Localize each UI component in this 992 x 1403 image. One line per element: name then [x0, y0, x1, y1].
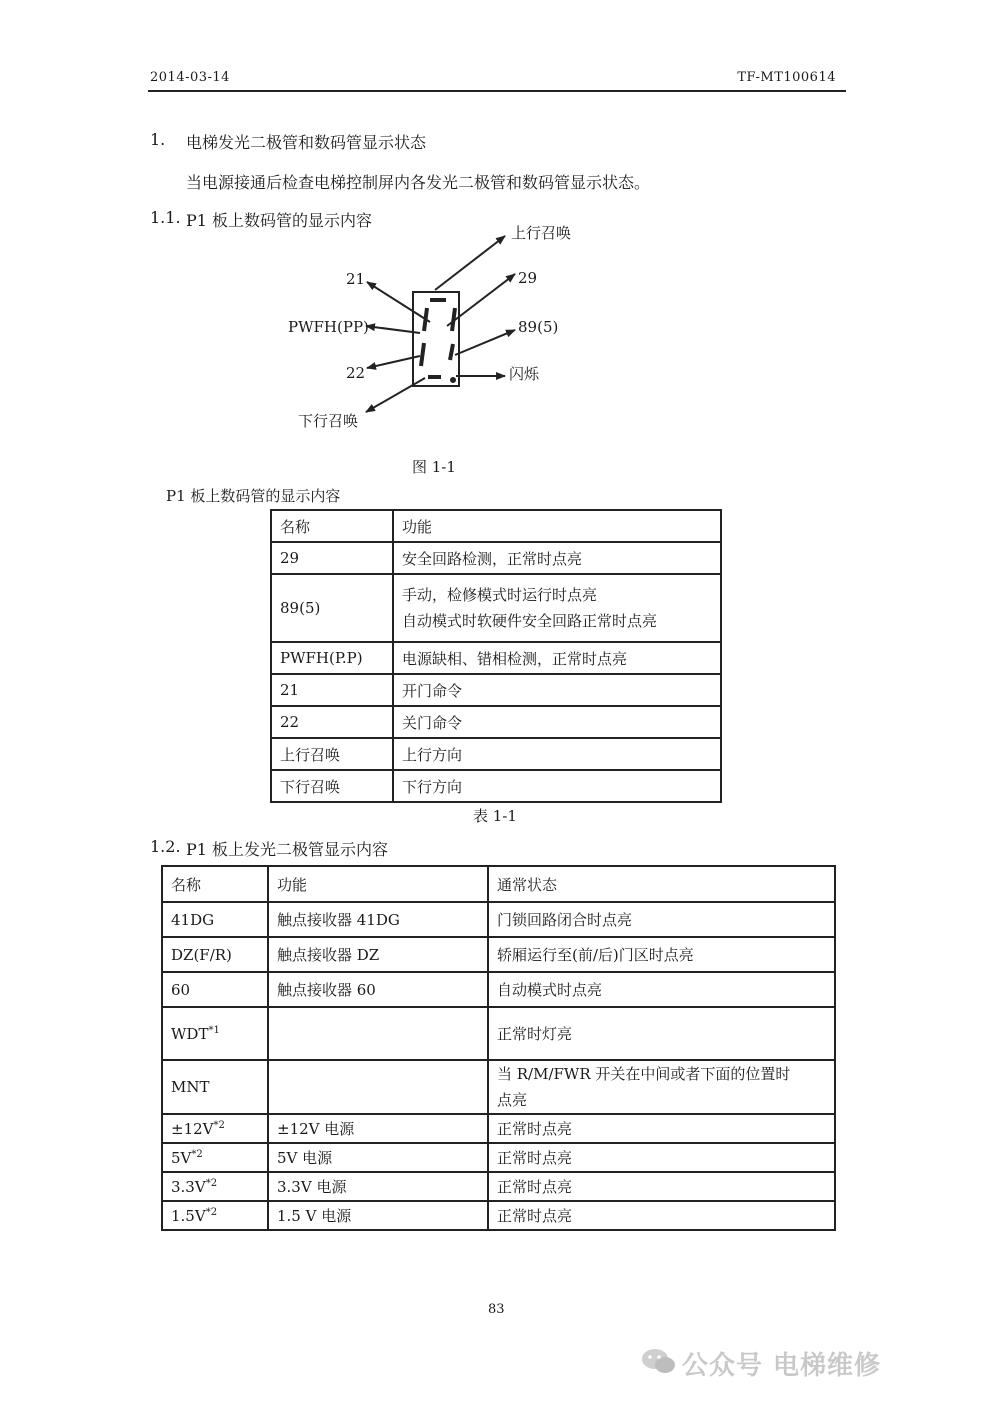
table-row: [271, 770, 721, 802]
table-cell-name: 下行召唤: [271, 770, 393, 802]
name-text: DZ(F/R): [171, 945, 232, 964]
table-cell-func: 电源缺相、错相检测，正常时点亮: [393, 642, 721, 674]
table-cell-name: [162, 1007, 268, 1060]
segment-dp: [450, 377, 456, 383]
table-1: [270, 509, 722, 803]
seven-segment-diagram: [0, 0, 992, 460]
table-cell-func: 3.3V 电源: [268, 1172, 488, 1201]
name-text: ±12V: [171, 1119, 214, 1138]
table-cell-state: 正常时点亮: [488, 1172, 835, 1201]
table-cell-name: [162, 937, 268, 972]
figure-caption: 图 1-1: [412, 458, 456, 476]
table-2-header-name: 名称: [162, 866, 268, 902]
arrow-up-call: [435, 236, 505, 290]
table-1-caption: 表 1-1: [473, 807, 517, 825]
table-row: [162, 1143, 835, 1172]
name-text: WDT: [171, 1024, 209, 1043]
table-row: [162, 937, 835, 972]
table-cell-func: 1.5 V 电源: [268, 1201, 488, 1230]
table-row: [162, 1060, 835, 1114]
table-row: [162, 1201, 835, 1230]
arrow-pwfh: [366, 326, 420, 333]
watermark-text: 公众号 电梯维修: [682, 1351, 882, 1381]
table-1-header-func: 功能: [393, 510, 721, 542]
table-cell-name: PWFH(P.P): [271, 642, 393, 674]
wechat-icon: [640, 1346, 678, 1376]
table-row: [271, 542, 721, 574]
section-1-1-title: P1 板上数码管的显示内容: [186, 211, 373, 230]
name-text: 5V: [171, 1148, 192, 1167]
table-cell-name: 29: [271, 542, 393, 574]
segment-e: [421, 343, 424, 366]
table-cell-func: [268, 1007, 488, 1060]
table-cell-func: 5V 电源: [268, 1143, 488, 1172]
table-cell-name: 上行召唤: [271, 738, 393, 770]
table-row: [162, 972, 835, 1007]
table-cell-state: 门锁回路闭合时点亮: [488, 902, 835, 937]
table-row: [162, 1114, 835, 1143]
table-cell-state: 正常时灯亮: [488, 1007, 835, 1060]
table-2: [161, 865, 836, 1231]
table-cell-state: 轿厢运行至(前/后)门区时点亮: [488, 937, 835, 972]
label-down-call: 下行召唤: [298, 412, 359, 430]
page-number: 83: [488, 1302, 505, 1317]
table-row: [271, 642, 721, 674]
table-row: [271, 738, 721, 770]
table-row: [162, 1172, 835, 1201]
label-up-call: 上行召唤: [511, 224, 572, 242]
section-1-2-title: P1 板上发光二极管显示内容: [186, 840, 389, 859]
arrow-down-call: [366, 378, 425, 412]
footnote-mark: *2: [205, 1177, 218, 1189]
table-cell-func: 触点接收器 DZ: [268, 937, 488, 972]
table-cell-state: 正常时点亮: [488, 1114, 835, 1143]
label-21: 21: [346, 270, 366, 288]
table-1-header-name: 名称: [271, 510, 393, 542]
table-cell-func: ±12V 电源: [268, 1114, 488, 1143]
table-cell-name: [162, 1201, 268, 1230]
table-cell-name: [162, 1114, 268, 1143]
table-cell-func: 触点接收器 60: [268, 972, 488, 1007]
footnote-mark: *2: [205, 1206, 218, 1218]
header-doc-id: TF-MT100614: [737, 70, 836, 85]
table-1-title: P1 板上数码管的显示内容: [166, 487, 341, 505]
table-cell-func-line-2: 自动模式时软硬件安全回路正常时点亮: [402, 612, 658, 630]
table-cell-func: 开门命令: [393, 674, 721, 706]
segment-c: [450, 344, 453, 360]
name-text: 60: [171, 980, 191, 999]
table-row: [162, 1007, 835, 1060]
table-2-header-row: [162, 866, 835, 902]
table-1-header-row: [271, 510, 721, 542]
table-cell-func: 关门命令: [393, 706, 721, 738]
table-cell-state: 正常时点亮: [488, 1201, 835, 1230]
table-row: [271, 706, 721, 738]
section-1-number: 1.: [150, 130, 166, 149]
table-cell-state: 正常时点亮: [488, 1143, 835, 1172]
table-row: [271, 674, 721, 706]
arrow-89: [455, 330, 515, 355]
label-blink: 闪烁: [509, 365, 540, 383]
table-cell-name: [162, 902, 268, 937]
name-text: 1.5V: [171, 1206, 206, 1225]
state-line-2: 点亮: [497, 1091, 528, 1109]
label-89: 89(5): [518, 318, 559, 336]
table-cell-state: [488, 1060, 835, 1114]
table-cell-name: [162, 1060, 268, 1114]
table-cell-func: [268, 1060, 488, 1114]
name-text: MNT: [171, 1078, 210, 1096]
table-cell-func: 触点接收器 41DG: [268, 902, 488, 937]
table-cell-name: 21: [271, 674, 393, 706]
label-22: 22: [346, 364, 366, 382]
table-cell-name: 22: [271, 706, 393, 738]
table-cell-state: 自动模式时点亮: [488, 972, 835, 1007]
section-1-intro: 当电源接通后检查电梯控制屏内各发光二极管和数码管显示状态。: [186, 173, 651, 192]
table-2-header-state: 通常状态: [488, 866, 835, 902]
table-cell-func: [393, 574, 721, 642]
footnote-mark: *2: [191, 1148, 203, 1160]
footnote-mark: *2: [213, 1119, 225, 1131]
section-1-1-number: 1.1.: [150, 208, 181, 227]
name-text: 41DG: [171, 910, 215, 929]
table-row: [271, 574, 721, 642]
display-frame: [413, 292, 459, 386]
table-cell-func: 安全回路检测，正常时点亮: [393, 542, 721, 574]
table-2-header-func: 功能: [268, 866, 488, 902]
table-cell-func: 下行方向: [393, 770, 721, 802]
section-1-2-number: 1.2.: [150, 837, 181, 856]
table-cell-name: [162, 1172, 268, 1201]
table-cell-func: 上行方向: [393, 738, 721, 770]
label-pwfh: PWFH(PP): [288, 318, 369, 336]
table-cell-func-line-1: 手动，检修模式时运行时点亮: [402, 586, 598, 604]
footnote-mark: *1: [208, 1024, 220, 1036]
arrow-21: [367, 282, 430, 322]
header-date: 2014-03-14: [150, 70, 230, 85]
table-cell-name: [162, 1143, 268, 1172]
arrow-29: [447, 274, 515, 326]
table-row: [162, 902, 835, 937]
state-line-1: 当 R/M/FWR 开关在中间或者下面的位置时: [497, 1065, 791, 1083]
table-cell-name: 89(5): [271, 574, 393, 642]
label-29: 29: [518, 269, 538, 287]
table-cell-name: [162, 972, 268, 1007]
section-1-title: 电梯发光二极管和数码管显示状态: [186, 133, 427, 152]
name-text: 3.3V: [171, 1177, 206, 1196]
